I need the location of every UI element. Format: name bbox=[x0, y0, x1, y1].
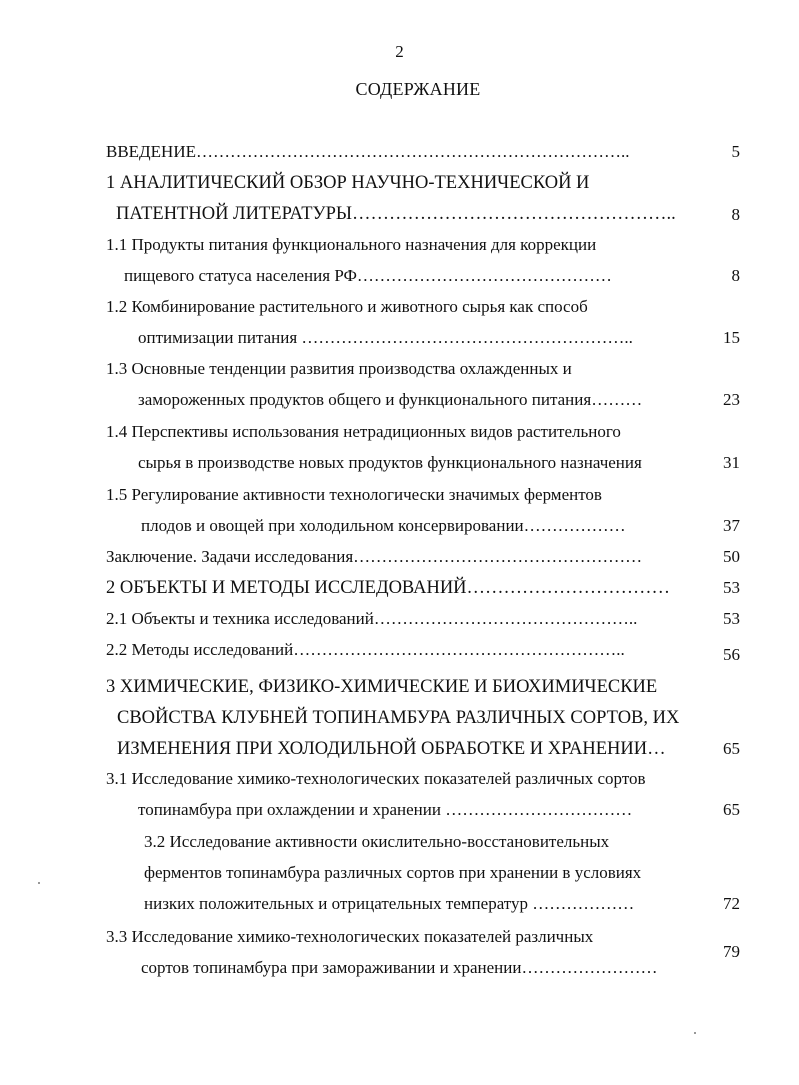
toc-entry-3-2-line-1: 3.2 Исследование активности окислительно-восстановительных bbox=[144, 832, 610, 851]
toc-entry-conclusion-page: 50 bbox=[723, 547, 740, 566]
toc-entry-ch3-page: 65 bbox=[723, 739, 740, 758]
toc-entry-ch1-line-1: 1 АНАЛИТИЧЕСКИЙ ОБЗОР НАУЧНО-ТЕХНИЧЕСКОЙ И bbox=[106, 173, 590, 193]
toc-entry-1-1-line-1: 1.1 Продукты питания функционального назначения для коррекции bbox=[106, 235, 597, 254]
toc-entry-3-1-line-2: топинамбура при охлаждении и хранении …………………………… bbox=[138, 800, 633, 819]
toc-entry-2-1-page: 53 bbox=[723, 609, 740, 628]
toc-entry-3-2-line-3: низких положительных и отрицательных температур ……………… bbox=[144, 894, 635, 913]
toc-entry-2-2-page: 56 bbox=[723, 645, 740, 664]
toc-entry-1-5-page: 37 bbox=[723, 516, 740, 535]
toc-entry-intro-line-1: ВВЕДЕНИЕ………………………………………………………………….. bbox=[106, 142, 630, 161]
toc-entry-3-1-page: 65 bbox=[723, 800, 740, 819]
toc-entry-1-4-page: 31 bbox=[723, 453, 740, 472]
toc-entry-conclusion-line-1: Заключение. Задачи исследования…………………………………………… bbox=[106, 547, 643, 566]
toc-entry-ch2-line-1: 2 ОБЪЕКТЫ И МЕТОДЫ ИССЛЕДОВАНИЙ…………………………… bbox=[106, 578, 671, 598]
toc-entry-ch3-line-3: ИЗМЕНЕНИЯ ПРИ ХОЛОДИЛЬНОЙ ОБРАБОТКЕ И ХРАНЕНИИ… bbox=[117, 739, 666, 759]
scan-speck bbox=[38, 882, 40, 884]
toc-entry-ch3-line-2: СВОЙСТВА КЛУБНЕЙ ТОПИНАМБУРА РАЗЛИЧНЫХ СОРТОВ, ИХ bbox=[117, 708, 680, 728]
toc-entry-3-2-page: 72 bbox=[723, 894, 740, 913]
toc-entry-1-1-page: 8 bbox=[731, 266, 740, 285]
toc-title: СОДЕРЖАНИЕ bbox=[355, 79, 481, 99]
toc-entry-2-1-line-1: 2.1 Объекты и техника исследований……………………………………….. bbox=[106, 609, 638, 628]
toc-entry-3-3-line-2: сортов топинамбура при замораживании и хранении…………………… bbox=[141, 958, 658, 977]
toc-entry-1-2-line-2: оптимизации питания ………………………………………………….. bbox=[138, 328, 633, 347]
toc-entry-1-1-line-2: пищевого статуса населения РФ……………………………………… bbox=[124, 266, 612, 285]
toc-entry-intro-page: 5 bbox=[731, 142, 740, 161]
toc-entry-ch1-page: 8 bbox=[731, 205, 740, 224]
toc-entry-1-2-line-1: 1.2 Комбинирование растительного и животного сырья как способ bbox=[106, 297, 588, 316]
toc-entry-2-2-line-1: 2.2 Методы исследований………………………………………………….. bbox=[106, 640, 625, 659]
toc-entry-1-4-line-1: 1.4 Перспективы использования нетрадиционных видов растительного bbox=[106, 422, 621, 441]
toc-entry-1-4-line-2: сырья в производстве новых продуктов функционального назначения bbox=[138, 453, 642, 472]
toc-entry-1-5-line-1: 1.5 Регулирование активности технологически значимых ферментов bbox=[106, 485, 602, 504]
toc-entry-3-2-line-2: ферментов топинамбура различных сортов при хранении в условиях bbox=[144, 863, 642, 882]
toc-entry-1-3-line-2: замороженных продуктов общего и функционального питания……… bbox=[138, 390, 643, 409]
toc-entry-1-5-line-2: плодов и овощей при холодильном консервировании……………… bbox=[141, 516, 626, 535]
toc-entry-3-3-line-1: 3.3 Исследование химико-технологических показателей различных bbox=[106, 927, 594, 946]
toc-entry-ch1-line-2: ПАТЕНТНОЙ ЛИТЕРАТУРЫ…………………………………………….. bbox=[116, 204, 676, 224]
page-number: 2 bbox=[395, 42, 404, 61]
toc-entry-1-2-page: 15 bbox=[723, 328, 740, 347]
toc-entry-ch2-page: 53 bbox=[723, 578, 740, 597]
toc-entry-3-3-page: 79 bbox=[723, 942, 740, 961]
toc-entry-ch3-line-1: 3 ХИМИЧЕСКИЕ, ФИЗИКО-ХИМИЧЕСКИЕ И БИОХИМИЧЕСКИЕ bbox=[106, 677, 658, 697]
scan-speck bbox=[694, 1032, 696, 1034]
toc-entry-3-1-line-1: 3.1 Исследование химико-технологических показателей различных сортов bbox=[106, 769, 646, 788]
toc-entry-1-3-line-1: 1.3 Основные тенденции развития производства охлажденных и bbox=[106, 359, 572, 378]
toc-entry-1-3-page: 23 bbox=[723, 390, 740, 409]
